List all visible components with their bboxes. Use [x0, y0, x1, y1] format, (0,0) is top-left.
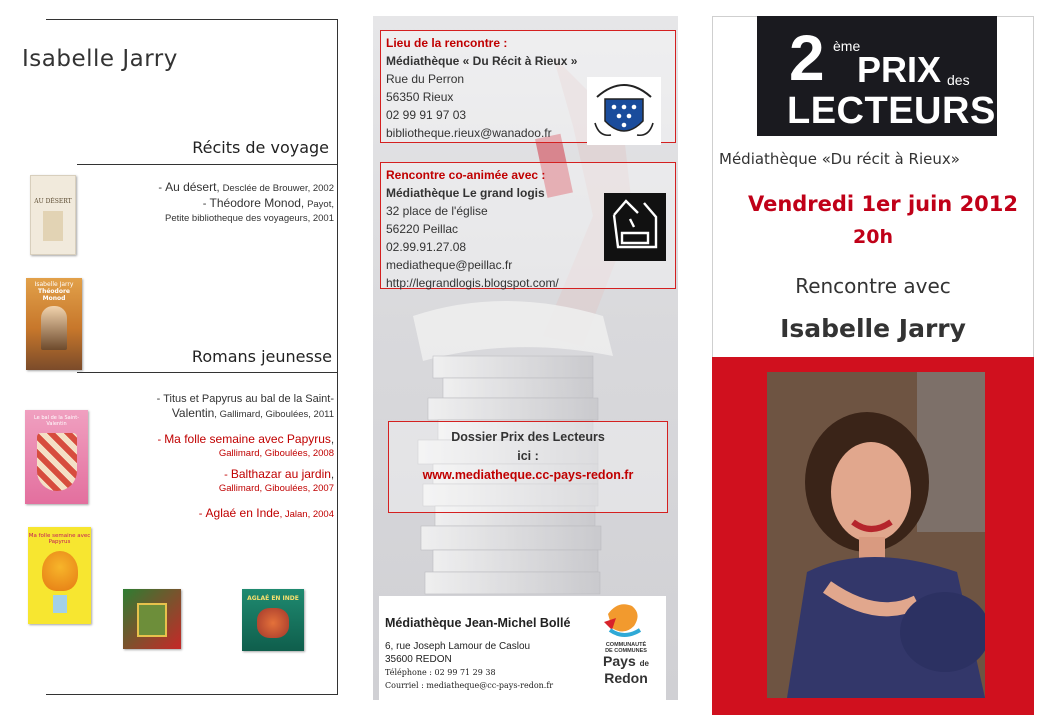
red-portrait-block: [712, 357, 1034, 715]
cover-ma-folle-semaine: Ma folle semaine avec Papyrus: [28, 527, 91, 624]
co-host-website[interactable]: http://legrandlogis.blogspot.com/: [386, 276, 559, 290]
middle-panel: [373, 16, 678, 700]
travel-item: Petite bibliotheque des voyageurs, 2001: [164, 213, 334, 224]
co-host-heading: Rencontre co-animée avec :: [386, 168, 546, 182]
cover-aglae-inde: AGLAÉ EN INDE: [242, 589, 304, 651]
dossier-title: Dossier Prix des Lecteurs: [451, 430, 605, 444]
travel-list: [94, 180, 334, 226]
frame-bottom-line: [46, 694, 338, 695]
youth-rule: [77, 372, 338, 373]
portrait-illustration: [767, 372, 985, 698]
footer-address: 6, rue Joseph Lamour de Caslou 35600 REDON Téléphone : 02 99 71 29 38 Courriel : mediatheque@cc-pays-redon.fr: [385, 641, 554, 690]
left-panel: [0, 0, 345, 724]
cover-theodore-monod: Isabelle Jarry Théodore Monod: [26, 278, 82, 370]
dossier-here: ici :: [517, 449, 539, 463]
venue-heading: Lieu de la rencontre :: [386, 36, 508, 50]
travel-heading: Récits de voyage: [192, 138, 329, 157]
co-host-email[interactable]: mediatheque@peillac.fr: [386, 258, 513, 272]
frame-top-line: [46, 19, 338, 20]
co-host-street: 32 place de l'église: [386, 204, 488, 218]
pays-de-redon-emblem: [602, 600, 642, 638]
youth-item: - Ma folle semaine avec Papyrus,: [157, 432, 334, 446]
travel-item: - Théodore Monod, Payot,: [202, 196, 334, 210]
youth-item: - Aglaé en Inde, Jalan, 2004: [198, 506, 334, 520]
pays-de-redon-wordmark: COMMUNAUTÉ DE COMMUNES Pays de Redon: [603, 642, 649, 686]
author-name: Isabelle Jarry: [22, 46, 178, 72]
event-time: 20h: [853, 226, 893, 248]
travel-item: - Au désert, Desclée de Brouwer, 2002: [158, 180, 334, 194]
cover-au-desert: AU DÉSERT: [30, 175, 76, 255]
cover-balthazar: [123, 589, 181, 649]
co-host-name: Médiathèque Le grand logis: [386, 186, 545, 200]
youth-item: - Titus et Papyrus au bal de la Saint-: [156, 393, 334, 405]
travel-rule: [77, 164, 338, 165]
co-host-phone: 02.99.91.27.08: [386, 240, 467, 254]
prix-lecteurs-banner: 2 ème PRIX des LECTEURS: [757, 16, 997, 136]
rieux-crest-logo: [587, 77, 661, 145]
frame-right-line: [337, 19, 338, 695]
venue-city: 56350 Rieux: [386, 90, 454, 104]
venue-line: Médiathèque «Du récit à Rieux»: [719, 150, 960, 168]
author-portrait-photo: [767, 372, 985, 698]
youth-item: - Balthazar au jardin,: [224, 467, 334, 481]
right-panel: [712, 16, 1034, 716]
event-date: Vendredi 1er juin 2012: [747, 192, 1019, 216]
venue-name: Médiathèque « Du Récit à Rieux »: [386, 54, 578, 68]
dossier-link[interactable]: www.mediatheque.cc-pays-redon.fr: [422, 468, 634, 482]
youth-item: Valentin, Gallimard, Giboulées, 2011: [171, 406, 334, 420]
guest-name: Isabelle Jarry: [780, 314, 966, 343]
grand-logis-logo: [604, 193, 666, 261]
footer-contact-card: [379, 596, 666, 700]
youth-list: - Titus et Papyrus au bal de la Saint- Valentin, Gallimard, Giboulées, 2011 - Ma folle semaine avec Papyrus, Gallimard, Giboulées, 2008 - Balthazar au jardin, Gallimard, Giboulées, 2007 - Aglaé en Inde, Jalan, 2004: [94, 392, 334, 522]
footer-library-name: Médiathèque Jean-Michel Bollé: [385, 616, 571, 630]
venue-email[interactable]: bibliotheque.rieux@wanadoo.fr: [386, 126, 552, 140]
venue-phone: 02 99 91 97 03: [386, 108, 467, 122]
youth-heading: Romans jeunesse: [191, 347, 332, 366]
dossier-box: [388, 421, 668, 513]
meet-label: Rencontre avec: [795, 274, 951, 298]
venue-street: Rue du Perron: [386, 72, 465, 86]
co-host-city: 56220 Peillac: [386, 222, 459, 236]
cover-saint-valentin: Le bal de la Saint-Valentin: [25, 410, 88, 504]
